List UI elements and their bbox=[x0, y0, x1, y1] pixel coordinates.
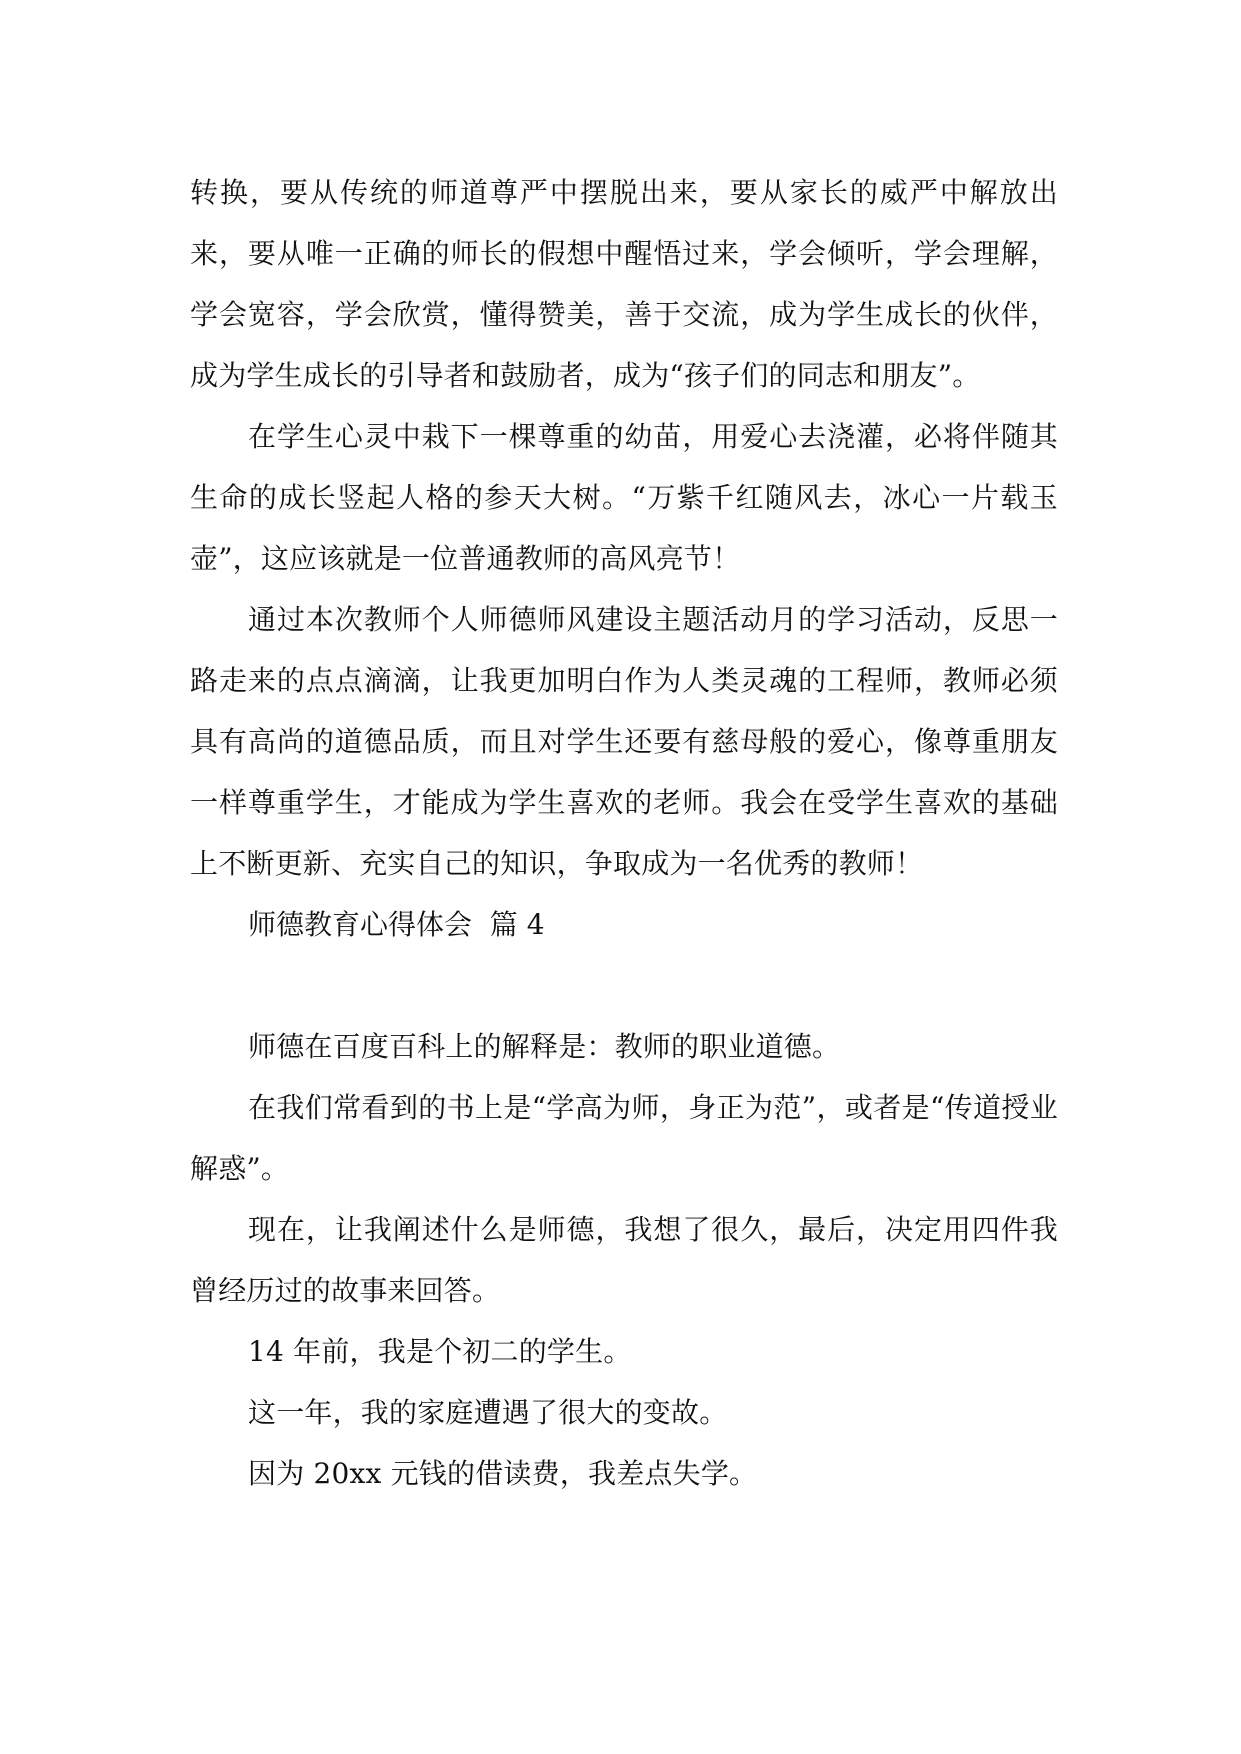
paragraph: 通过本次教师个人师德师风建设主题活动月的学习活动，反思一路走来的点点滴滴，让我更加明白作为人类灵魂的工程师，教师必须具有高尚的道德品质，而且对学生还要有慈母般的爱心，像尊重朋友一样尊重学生，才能成为学生喜欢的老师。我会在受学生喜欢的基础上不断更新、充实自己的知识，争取成为一名优秀的教师！ bbox=[190, 603, 1058, 880]
blank-line bbox=[190, 955, 1058, 1016]
document-body bbox=[190, 162, 1058, 1504]
paragraph: 这一年，我的家庭遭遇了很大的变故。 bbox=[248, 1396, 728, 1429]
paragraph-continuation: 转换，要从传统的师道尊严中摆脱出来，要从家长的威严中解放出来，要从唯一正确的师长的假想中醒悟过来，学会倾听，学会理解，学会宽容，学会欣赏，懂得赞美，善于交流，成为学生成长的伙伴，成为学生成长的引导者和鼓励者，成为“孩子们的同志和朋友”。 bbox=[190, 176, 1058, 392]
section-heading: 师德教育心得体会 篇 4 bbox=[248, 908, 545, 941]
paragraph: 14 年前，我是个初二的学生。 bbox=[248, 1335, 632, 1368]
paragraph: 在我们常看到的书上是“学高为师，身正为范”，或者是“传道授业解惑”。 bbox=[190, 1091, 1058, 1185]
paragraph: 因为 20xx 元钱的借读费，我差点失学。 bbox=[248, 1457, 758, 1490]
paragraph: 现在，让我阐述什么是师德，我想了很久，最后，决定用四件我曾经历过的故事来回答。 bbox=[190, 1213, 1058, 1307]
paragraph: 师德在百度百科上的解释是：教师的职业道德。 bbox=[248, 1030, 841, 1063]
paragraph: 在学生心灵中栽下一棵尊重的幼苗，用爱心去浇灌，必将伴随其生命的成长竖起人格的参天大树。“万紫千红随风去，冰心一片载玉壶”，这应该就是一位普通教师的高风亮节！ bbox=[190, 420, 1058, 575]
